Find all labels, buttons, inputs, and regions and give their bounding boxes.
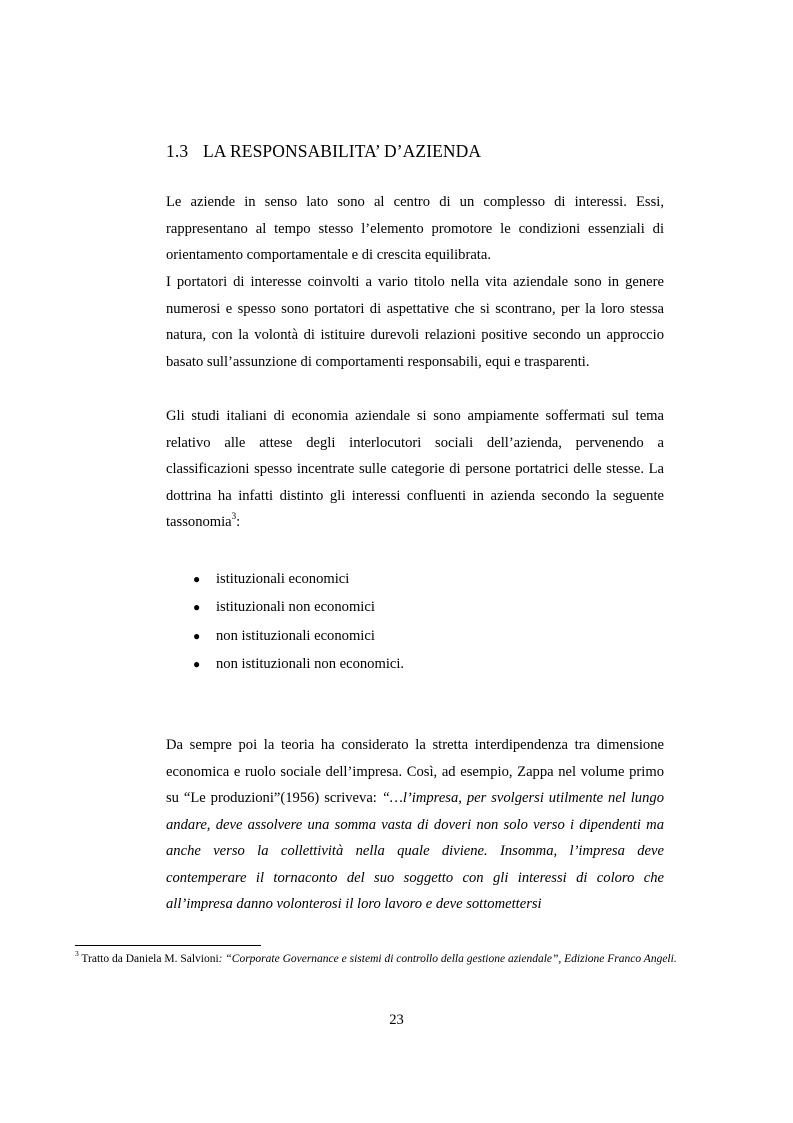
footnote-title: : “Corporate Governance e sistemi di controllo della gestione aziendale”, Edizione Franco Angeli. xyxy=(218,953,677,965)
paragraph-1: Le aziende in senso lato sono al centro di un complesso di interessi. Essi, rappresentano al tempo stesso l’elemento promotore le condizioni essenziali di orientamento comportamentale e di crescita equilibrata. xyxy=(166,194,664,263)
list-item xyxy=(166,565,404,593)
footnote-divider xyxy=(75,945,261,946)
list-item xyxy=(166,593,404,621)
section-number: 1.3 xyxy=(166,141,189,161)
paragraph-4 xyxy=(166,732,664,918)
bullet-icon: ● xyxy=(193,572,201,586)
list-item-label: istituzionali non economici xyxy=(216,599,375,616)
footnote-source: Tratto da Daniela M. Salvioni xyxy=(78,953,219,965)
paragraph-4-text: Da sempre poi la teoria ha considerato la stretta interdipendenza tra dimensione economica e ruolo sociale dell’impresa. Così, ad esempio, Zappa nel volume primo su “Le produzioni”(1956) scriveva: xyxy=(166,737,664,806)
list-item-label: non istituzionali non economici. xyxy=(216,655,405,672)
bullet-icon: ● xyxy=(193,656,201,671)
taxonomy-list xyxy=(166,565,404,678)
section-heading xyxy=(166,141,481,162)
paragraph-2: I portatori di interesse coinvolti a vario titolo nella vita aziendale sono in genere numerosi e spesso sono portatori di aspettative che si scontrano, per la loro stessa natura, con la volontà di istituire durevoli relazioni positive secondo un approccio basato sull’assunzione di comportamenti responsabili, equi e trasparenti. xyxy=(166,274,664,370)
list-item xyxy=(166,622,404,650)
footnote-number: 3 xyxy=(75,949,79,959)
paragraph-3-text: Gli studi italiani di economia aziendale si sono ampiamente soffermati sul tema relativo alle attese degli interlocutori sociali dell’azienda, pervenendo a classificazioni spesso incentrate sulle categorie di persone portatrici delle stesse. La dottrina ha infatti distinto gli interessi confluenti in azienda secondo la seguente tassonomia xyxy=(166,408,664,530)
list-item-label: istituzionali economici xyxy=(216,571,350,587)
bullet-icon: ● xyxy=(193,628,201,643)
paragraph-3-end: : xyxy=(236,514,241,530)
bullet-icon: ● xyxy=(193,600,201,615)
footnote xyxy=(75,951,718,967)
page-number: 23 xyxy=(389,1012,404,1028)
paragraph-3 xyxy=(166,403,664,536)
list-item-label: non istituzionali economici xyxy=(216,627,375,644)
footnote-reference[interactable]: 3 xyxy=(231,511,237,522)
zappa-quote: “…l’impresa, per svolgersi utilmente nel lungo andare, deve assolvere una somma vasta di doveri non solo verso i dipendenti ma anche verso la collettività nella quale diviene. Insomma, l’impresa deve contemperare il tornaconto del suo soggetto con gli interessi di coloro che all’impresa danno volonterosi il loro lavoro e deve sottomettersi xyxy=(166,790,664,912)
list-item xyxy=(166,650,404,678)
section-title: LA RESPONSABILITA’ D’AZIENDA xyxy=(203,141,482,161)
